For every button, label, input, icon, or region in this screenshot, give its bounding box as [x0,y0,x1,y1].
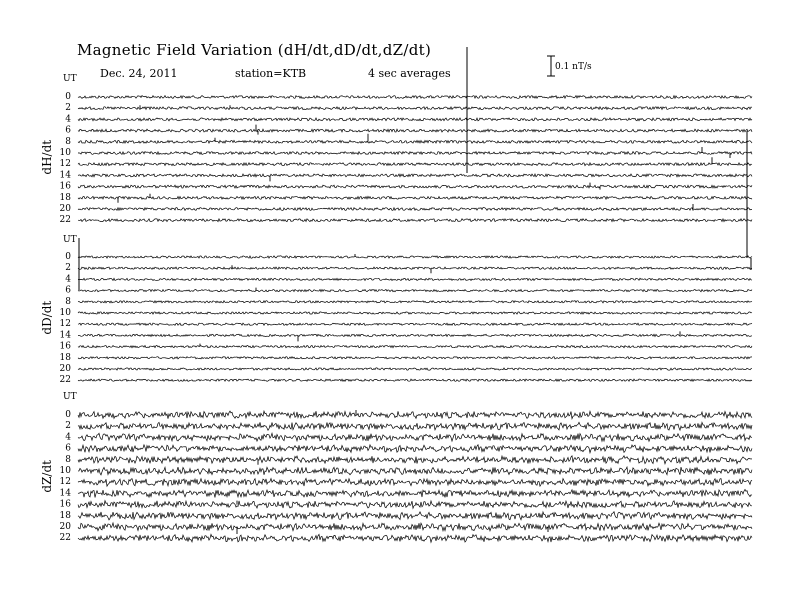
ut-tick-label: 12 [59,319,71,330]
ut-tick-label: 4 [65,114,71,125]
ut-tick-label: 2 [65,103,71,114]
trace-ut-22 [78,534,752,542]
averaging-label: 4 sec averages [368,67,451,80]
station-label: station=KTB [235,67,307,80]
trace-ut-16 [78,346,752,348]
trace-ut-2 [78,107,752,110]
ut-tick-label: 6 [65,285,71,296]
trace-ut-4 [78,118,752,121]
ut-tick-label: 2 [65,263,71,274]
ut-tick-label: 16 [59,499,71,510]
ut-axis-label: UT [63,74,77,84]
ut-tick-label: 20 [59,522,71,532]
trace-ut-8 [78,301,752,303]
ut-tick-label: 12 [59,159,71,170]
ut-tick-label: 10 [59,466,71,476]
ut-axis-label: UT [63,235,77,245]
ut-tick-label: 16 [59,181,71,192]
trace-ut-8 [78,140,752,143]
ut-tick-label: 2 [65,421,71,432]
trace-ut-20 [78,523,752,531]
ut-tick-label: 0 [65,410,71,420]
scale-bar-label: 0.1 nT/s [555,62,592,72]
ut-tick-label: 10 [59,308,71,318]
panel-ylabel: dD/dt [40,300,54,335]
panel-ylabel: dZ/dt [40,460,54,493]
trace-ut-8 [78,456,752,464]
trace-ut-14 [78,174,752,177]
panel-dh-dt [40,74,752,225]
trace-ut-22 [78,219,752,222]
ut-tick-label: 4 [65,432,71,443]
chart-title: Magnetic Field Variation (dH/dt,dD/dt,dZ/dt) [77,41,432,59]
trace-ut-12 [78,478,752,486]
trace-ut-18 [78,512,752,520]
trace-ut-2 [78,267,752,269]
ut-tick-label: 18 [59,352,71,363]
trace-ut-16 [78,501,752,509]
trace-ut-18 [78,196,752,199]
ut-tick-label: 14 [59,170,71,181]
trace-ut-12 [78,163,752,166]
ut-tick-label: 16 [59,341,71,352]
trace-ut-4 [78,278,752,280]
ut-tick-label: 8 [65,296,71,307]
ut-tick-label: 14 [59,330,71,341]
panel-dz-dt [40,392,752,543]
trace-ut-14 [78,490,752,498]
trace-ut-14 [78,334,752,336]
date-label: Dec. 24, 2011 [100,67,178,80]
ut-tick-label: 22 [59,215,71,226]
ut-tick-label: 4 [65,274,71,285]
ut-tick-label: 22 [59,375,71,386]
ut-tick-label: 6 [65,125,71,136]
trace-ut-4 [78,433,752,441]
panels-group [40,47,752,543]
ut-tick-label: 0 [65,92,71,102]
trace-ut-0 [78,256,752,258]
scale-bar [547,56,592,76]
trace-ut-20 [78,208,752,211]
ut-axis-label: UT [63,392,77,402]
panel-dd-dt [40,235,752,385]
ut-tick-label: 8 [65,136,71,147]
ut-tick-label: 8 [65,454,71,465]
panel-ylabel: dH/dt [40,139,54,175]
trace-ut-0 [78,411,752,419]
trace-ut-12 [78,323,752,325]
trace-ut-18 [78,357,752,359]
ut-tick-label: 12 [59,477,71,488]
trace-ut-20 [78,368,752,370]
trace-ut-10 [78,312,752,314]
trace-ut-6 [78,129,752,132]
trace-ut-6 [78,290,752,292]
trace-ut-0 [78,96,752,99]
ut-tick-label: 10 [59,148,71,158]
ut-tick-label: 18 [59,192,71,203]
trace-ut-16 [78,185,752,188]
trace-ut-2 [78,422,752,430]
ut-tick-label: 20 [59,364,71,374]
trace-ut-6 [78,445,752,453]
trace-ut-10 [78,152,752,155]
trace-ut-22 [78,379,752,381]
ut-tick-label: 6 [65,443,71,454]
ut-tick-label: 22 [59,533,71,544]
ut-tick-label: 0 [65,252,71,262]
ut-tick-label: 18 [59,510,71,521]
ut-tick-label: 20 [59,204,71,214]
ut-tick-label: 14 [59,488,71,499]
trace-ut-10 [78,467,752,475]
